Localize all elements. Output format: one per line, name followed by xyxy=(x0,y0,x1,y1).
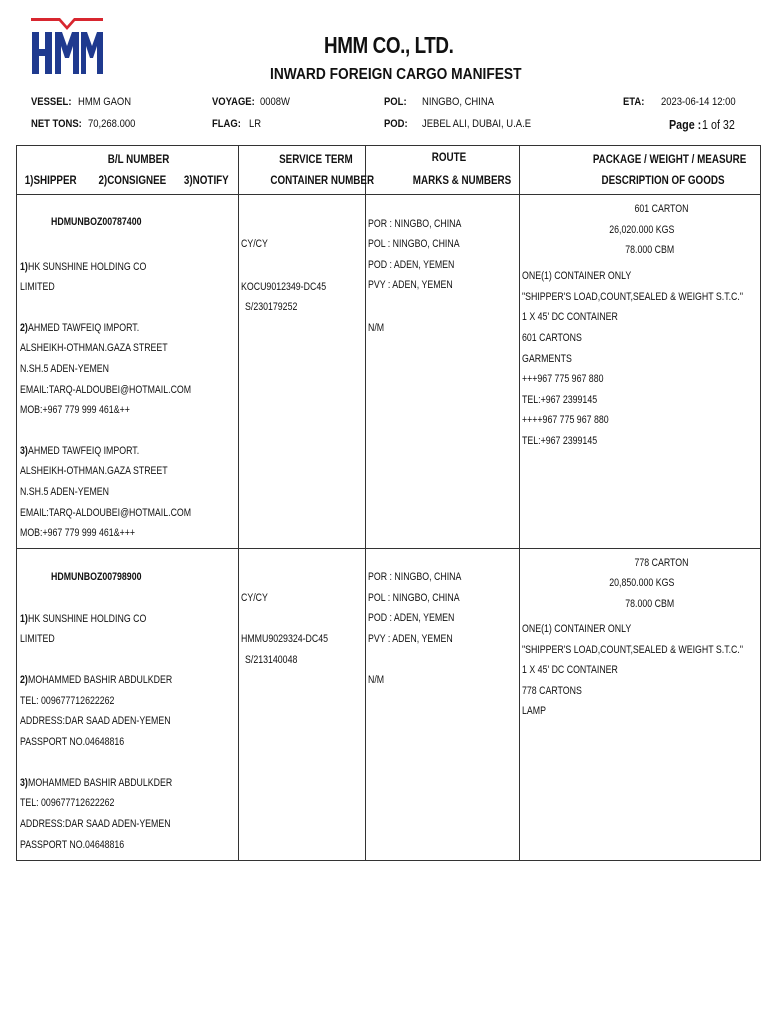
seal-number: S/230179252 xyxy=(245,301,298,313)
description-line: 1 X 45' DC CONTAINER xyxy=(522,664,618,676)
description-line: TEL:+967 2399145 xyxy=(522,435,598,447)
route-line: PVY : ADEN, YEMEN xyxy=(368,633,453,645)
header-route xyxy=(366,146,520,195)
shipper-line: HK SUNSHINE HOLDING CO xyxy=(28,261,147,273)
vessel-value: HMM GAON xyxy=(78,96,132,108)
gross-weight: 26,020.000 KGS xyxy=(608,224,674,236)
flag-label: FLAG: xyxy=(212,118,241,130)
consignee-line: AHMED TAWFEIQ IMPORT. xyxy=(28,322,140,334)
col-shipper: 1)SHIPPER xyxy=(24,173,77,187)
goods-cell xyxy=(520,195,761,549)
description-line: ++++967 775 967 880 xyxy=(522,414,609,426)
consignee-line: EMAIL:TARQ-ALDOUBEI@HOTMAIL.COM xyxy=(20,384,192,396)
description-line: TEL:+967 2399145 xyxy=(522,394,598,406)
col-package: PACKAGE / WEIGHT / MEASURE xyxy=(592,152,747,166)
description-line: +++967 775 967 880 xyxy=(522,373,604,385)
parties-cell xyxy=(17,549,239,861)
service-cell xyxy=(239,549,366,861)
col-bl-number: B/L NUMBER xyxy=(107,152,170,166)
measurement: 78.000 CBM xyxy=(625,244,674,256)
voyage-value: 0008W xyxy=(260,96,290,108)
table-row xyxy=(17,195,761,549)
notify-line: MOHAMMED BASHIR ABDULKDER xyxy=(28,777,173,789)
header-row xyxy=(17,146,761,195)
route-line: POD : ADEN, YEMEN xyxy=(368,612,455,624)
measurement: 78.000 CBM xyxy=(625,598,674,610)
goods-cell xyxy=(520,549,761,861)
container-number: HMMU9029324-DC45 xyxy=(241,633,329,645)
description-line: 601 CARTONS xyxy=(522,332,582,344)
shipper-line: LIMITED xyxy=(20,633,55,645)
bl-number: HDMUNBOZ00798900 xyxy=(51,571,142,583)
description-line: 1 X 45' DC CONTAINER xyxy=(522,311,618,323)
hmm-logo xyxy=(30,16,104,78)
consignee-line: PASSPORT NO.04648816 xyxy=(20,736,125,748)
consignee-number: 2) xyxy=(20,322,28,334)
notify-line: EMAIL:TARQ-ALDOUBEI@HOTMAIL.COM xyxy=(20,507,192,519)
consignee-line: TEL: 009677712622262 xyxy=(20,695,115,707)
page-number: 1 of 32 xyxy=(702,118,735,132)
marks-numbers: N/M xyxy=(368,322,385,334)
header-goods xyxy=(520,146,761,195)
description-line: "SHIPPER'S LOAD,COUNT,SEALED & WEIGHT S.T.C." xyxy=(522,291,743,303)
manifest-title: INWARD FOREIGN CARGO MANIFEST xyxy=(270,66,522,83)
route-line: POL : NINGBO, CHINA xyxy=(368,238,460,250)
consignee-line: N.SH.5 ADEN-YEMEN xyxy=(20,363,109,375)
seal-number: S/213140048 xyxy=(245,654,298,666)
service-cell xyxy=(239,195,366,549)
parties-cell xyxy=(17,195,239,549)
manifest-table xyxy=(16,145,761,861)
route-line: POL : NINGBO, CHINA xyxy=(368,592,460,604)
notify-line: TEL: 009677712622262 xyxy=(20,797,115,809)
shipper-line: LIMITED xyxy=(20,281,55,293)
package-count: 778 CARTON xyxy=(634,557,688,569)
service-term: CY/CY xyxy=(241,592,268,604)
notify-line: ALSHEIKH-OTHMAN.GAZA STREET xyxy=(20,465,168,477)
voyage-label: VOYAGE: xyxy=(212,96,255,108)
route-line: POR : NINGBO, CHINA xyxy=(368,571,462,583)
pol-label: POL: xyxy=(384,96,407,108)
gross-weight: 20,850.000 KGS xyxy=(608,577,674,589)
col-notify: 3)NOTIFY xyxy=(183,173,229,187)
notify-line: N.SH.5 ADEN-YEMEN xyxy=(20,486,109,498)
vessel-label: VESSEL: xyxy=(31,96,72,108)
col-service-term: SERVICE TERM xyxy=(279,152,353,166)
container-number: KOCU9012349-DC45 xyxy=(241,281,327,293)
notify-line: AHMED TAWFEIQ IMPORT. xyxy=(28,445,140,457)
consignee-line: MOHAMMED BASHIR ABDULKDER xyxy=(28,674,173,686)
eta-value: 2023-06-14 12:00 xyxy=(661,96,736,108)
net-tons-label: NET TONS: xyxy=(31,118,82,130)
header-service xyxy=(239,146,375,195)
service-term: CY/CY xyxy=(241,238,268,250)
route-cell xyxy=(366,195,520,549)
consignee-line: ADDRESS:DAR SAAD ADEN-YEMEN xyxy=(20,715,171,727)
route-line: POR : NINGBO, CHINA xyxy=(368,218,462,230)
pol-value: NINGBO, CHINA xyxy=(422,96,495,108)
route-line: POD : ADEN, YEMEN xyxy=(368,259,455,271)
page-label: Page : xyxy=(669,118,702,132)
col-container-number: CONTAINER NUMBER xyxy=(270,173,375,187)
shipper-line: HK SUNSHINE HOLDING CO xyxy=(28,613,147,625)
route-cell xyxy=(366,549,520,861)
consignee-line: ALSHEIKH-OTHMAN.GAZA STREET xyxy=(20,342,168,354)
description-line: "SHIPPER'S LOAD,COUNT,SEALED & WEIGHT S.T.C." xyxy=(522,644,743,656)
table-row xyxy=(17,549,761,861)
notify-number: 3) xyxy=(20,445,28,457)
description-line: LAMP xyxy=(522,705,546,717)
description-line: ONE(1) CONTAINER ONLY xyxy=(522,623,632,635)
col-route: ROUTE xyxy=(431,150,467,164)
marks-numbers: N/M xyxy=(368,674,385,686)
route-line: PVY : ADEN, YEMEN xyxy=(368,279,453,291)
consignee-number: 2) xyxy=(20,674,28,686)
header-parties xyxy=(17,146,239,195)
flag-value: LR xyxy=(249,118,262,130)
shipper-number: 1) xyxy=(20,613,28,625)
description-line: ONE(1) CONTAINER ONLY xyxy=(522,270,632,282)
pod-label: POD: xyxy=(384,118,408,130)
net-tons-value: 70,268.000 xyxy=(88,118,136,130)
col-marks: MARKS & NUMBERS xyxy=(412,173,512,187)
col-description: DESCRIPTION OF GOODS xyxy=(601,173,725,187)
notify-number: 3) xyxy=(20,777,28,789)
company-name: HMM CO., LTD. xyxy=(324,32,454,58)
notify-line: PASSPORT NO.04648816 xyxy=(20,839,125,851)
shipper-number: 1) xyxy=(20,261,28,273)
description-line: GARMENTS xyxy=(522,353,572,365)
col-consignee: 2)CONSIGNEE xyxy=(98,173,167,187)
eta-label: ETA: xyxy=(623,96,645,108)
notify-line: ADDRESS:DAR SAAD ADEN-YEMEN xyxy=(20,818,171,830)
description-line: 778 CARTONS xyxy=(522,685,582,697)
notify-line: MOB:+967 779 999 461&+++ xyxy=(20,527,135,539)
package-count: 601 CARTON xyxy=(634,203,688,215)
consignee-line: MOB:+967 779 999 461&++ xyxy=(20,404,130,416)
pod-value: JEBEL ALI, DUBAI, U.A.E xyxy=(422,118,532,130)
bl-number: HDMUNBOZ00787400 xyxy=(51,216,142,228)
